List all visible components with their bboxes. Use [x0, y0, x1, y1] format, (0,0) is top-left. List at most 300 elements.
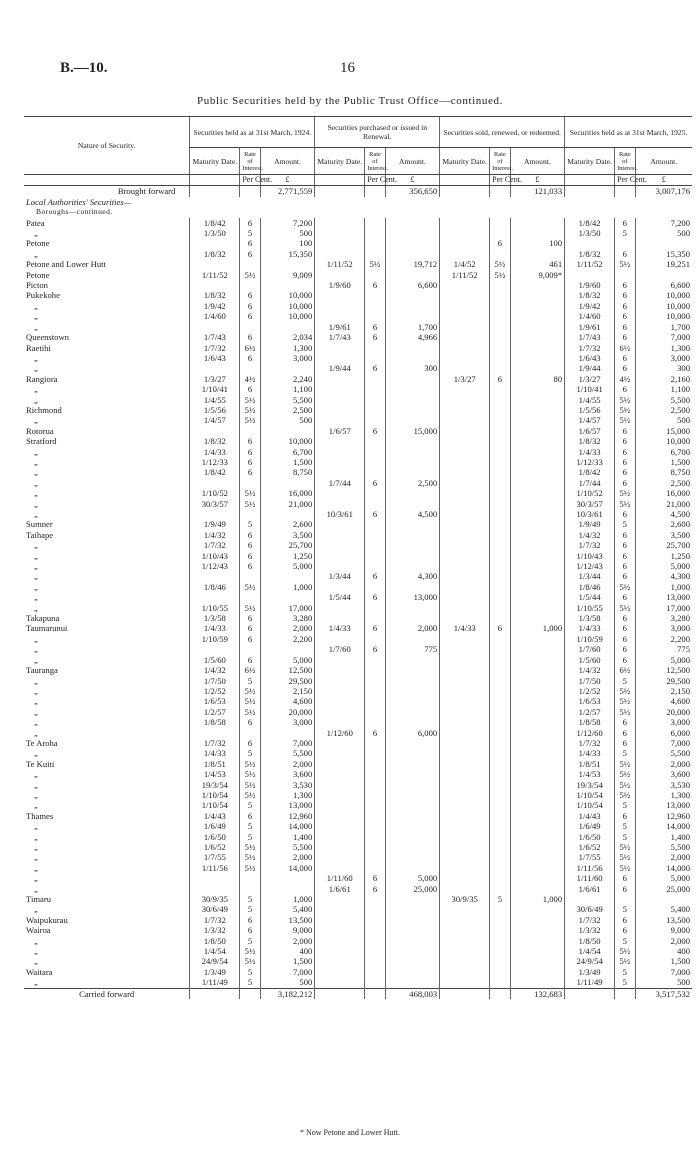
- purchased-amount-cell: [385, 707, 440, 717]
- nature-cell: Picton: [26, 280, 48, 291]
- held-1925-maturity-cell: 1/3/49: [565, 967, 615, 977]
- purchased-amount-cell: [385, 228, 440, 238]
- sold-maturity-cell: [440, 634, 490, 644]
- nature-cell: „: [34, 696, 38, 707]
- purchased-amount-cell: [385, 551, 440, 561]
- held-1925-rate-cell: 5: [615, 904, 635, 914]
- held-1924-amount-cell: 14,000: [260, 821, 315, 831]
- held-1925-amount-cell: 10,000: [635, 301, 692, 311]
- sold-maturity-cell: [440, 655, 490, 665]
- table-row: [24, 665, 692, 675]
- sold-rate-cell: [490, 509, 510, 519]
- purchased-amount-cell: [385, 374, 440, 384]
- purchased-rate-cell: [365, 894, 385, 904]
- held-1924-rate-cell: 6: [240, 249, 260, 259]
- purchased-rate-cell: 6: [365, 728, 385, 738]
- table-row: [24, 447, 692, 457]
- purchased-amount-cell: [385, 311, 440, 321]
- held-1924-maturity-cell: 1/2/57: [190, 707, 240, 717]
- nature-cell: Taihape: [26, 529, 54, 540]
- table-row: [24, 655, 692, 665]
- purchased-rate-cell: 6: [365, 592, 385, 602]
- held-1925-rate-cell: 6½: [615, 665, 635, 675]
- sold-amount-cell: [510, 592, 565, 602]
- table-row: [24, 311, 692, 321]
- purchased-rate-cell: [365, 603, 385, 613]
- purchased-rate-cell: [365, 613, 385, 623]
- held-1925-maturity-cell: 1/4/33: [565, 447, 615, 457]
- held-1924-rate-cell: 5: [240, 967, 260, 977]
- purchased-rate-cell: 6: [365, 322, 385, 332]
- purchased-amount-cell: 19,712: [385, 259, 440, 269]
- held-1925-amount-cell: 5,500: [635, 842, 692, 852]
- held-1924-maturity-cell: [190, 478, 240, 488]
- sold-maturity-cell: [440, 343, 490, 353]
- held-1925-rate-cell: 6: [615, 530, 635, 540]
- purchased-maturity-cell: [315, 956, 365, 966]
- held-1924-maturity-cell: [190, 363, 240, 373]
- held-1924-amount-cell: 1,300: [260, 343, 315, 353]
- held-1925-maturity-cell: 1/10/54: [565, 790, 615, 800]
- held-1924-amount-cell: 10,000: [260, 301, 315, 311]
- purchased-maturity-cell: [315, 707, 365, 717]
- sold-amount-cell: [510, 561, 565, 571]
- nature-cell: „: [34, 717, 38, 728]
- purchased-amount-cell: [385, 738, 440, 748]
- held-1925-rate-cell: 4½: [615, 374, 635, 384]
- purchased-rate-cell: [365, 821, 385, 831]
- sold-amount-cell: [510, 571, 565, 581]
- held-1925-maturity-cell: 1/7/60: [565, 644, 615, 654]
- sold-amount-cell: [510, 936, 565, 946]
- held-1925-rate-cell: 6: [615, 353, 635, 363]
- sold-rate-cell: [490, 415, 510, 425]
- sold-maturity-cell: [440, 603, 490, 613]
- sold-maturity-cell: [440, 218, 490, 228]
- held-1924-amount-cell: 5,500: [260, 748, 315, 758]
- held-1924-amount-cell: [260, 478, 315, 488]
- held-1925-rate-cell: 5½: [615, 395, 635, 405]
- table-row: [24, 270, 692, 280]
- sold-maturity-cell: [440, 842, 490, 852]
- held-1924-rate-cell: 6½: [240, 343, 260, 353]
- held-1924-amount-cell: 2,000: [260, 759, 315, 769]
- held-1925-maturity-cell: 1/12/43: [565, 561, 615, 571]
- held-1924-rate-cell: 5: [240, 936, 260, 946]
- purchased-amount-cell: [385, 384, 440, 394]
- held-1925-amount-cell: 1,500: [635, 956, 692, 966]
- purchased-rate-cell: [365, 384, 385, 394]
- sold-maturity-cell: [440, 884, 490, 894]
- brought-forward-row: [24, 186, 692, 197]
- held-1924-rate-cell: 5½: [240, 863, 260, 873]
- nature-cell: „: [34, 540, 38, 551]
- purchased-amount-cell: [385, 540, 440, 550]
- purchased-rate-cell: [365, 946, 385, 956]
- purchased-maturity-cell: [315, 915, 365, 925]
- purchased-amount-cell: [385, 499, 440, 509]
- sold-amount-cell: [510, 956, 565, 966]
- held-1925-rate-cell: 6: [615, 457, 635, 467]
- held-1925-rate-cell: 6½: [615, 343, 635, 353]
- nature-cell: „: [34, 842, 38, 852]
- purchased-maturity-cell: [315, 790, 365, 800]
- held-1925-maturity-cell: 24/9/54: [565, 956, 615, 966]
- sold-rate-cell: [490, 332, 510, 342]
- table-row: [24, 613, 692, 623]
- held-1925-maturity-cell: 1/7/32: [565, 343, 615, 353]
- purchased-maturity-cell: [315, 904, 365, 914]
- table-row: [24, 530, 692, 540]
- purchased-maturity-cell: [315, 436, 365, 446]
- nature-cell: Richmond: [26, 404, 62, 415]
- sold-maturity-cell: [440, 436, 490, 446]
- held-1925-amount-cell: 12,500: [635, 665, 692, 675]
- held-1924-amount-cell: 12,960: [260, 811, 315, 821]
- held-1925-rate-cell: 6: [615, 644, 635, 654]
- held-1925-maturity-cell: 1/9/42: [565, 301, 615, 311]
- held-1924-amount-cell: 5,000: [260, 655, 315, 665]
- purchased-rate-cell: 6: [365, 426, 385, 436]
- held-1924-amount-cell: 3,530: [260, 780, 315, 790]
- held-1925-amount-cell: 2,160: [635, 374, 692, 384]
- held-1925-maturity-cell: 1/7/32: [565, 738, 615, 748]
- table-row: [24, 676, 692, 686]
- purchased-rate-cell: [365, 707, 385, 717]
- sold-amount-cell: [510, 613, 565, 623]
- sold-amount-cell: [510, 863, 565, 873]
- purchased-amount-cell: [385, 717, 440, 727]
- purchased-maturity-cell: [315, 977, 365, 988]
- purchased-maturity-cell: [315, 301, 365, 311]
- held-1924-maturity-cell: [190, 728, 240, 738]
- held-1924-amount-cell: [260, 873, 315, 883]
- purchased-maturity-cell: [315, 946, 365, 956]
- purchased-amount-cell: [385, 249, 440, 259]
- held-1925-rate-cell: 6: [615, 561, 635, 571]
- sold-maturity-cell: [440, 696, 490, 706]
- purchased-maturity-cell: [315, 852, 365, 862]
- held-1924-rate-cell: 5½: [240, 603, 260, 613]
- sold-rate-cell: [490, 759, 510, 769]
- held-1925-rate-cell: 5: [615, 977, 635, 988]
- held-1925-maturity-cell: 1/7/32: [565, 915, 615, 925]
- held-1924-maturity-cell: [190, 426, 240, 436]
- held-1924-amount-cell: 500: [260, 228, 315, 238]
- held-1925-amount-cell: 2,500: [635, 405, 692, 415]
- held-1924-maturity-cell: 1/7/32: [190, 915, 240, 925]
- sold-rate-cell: [490, 665, 510, 675]
- held-1925-rate-cell: 5: [615, 748, 635, 758]
- held-1925-amount-cell: 1,300: [635, 790, 692, 800]
- sold-rate-cell: [490, 436, 510, 446]
- held-1925-amount-cell: 3,280: [635, 613, 692, 623]
- purchased-maturity-cell: 1/6/61: [315, 884, 365, 894]
- table-row: [24, 977, 692, 988]
- purchased-amount-cell: [385, 270, 440, 280]
- sold-amount-cell: 1,000: [510, 623, 565, 633]
- nature-cell: Petone: [26, 238, 50, 249]
- sold-rate-cell: [490, 290, 510, 300]
- held-1924-maturity-cell: 1/8/50: [190, 936, 240, 946]
- purchased-maturity-cell: [315, 499, 365, 509]
- held-1924-rate-cell: 6: [240, 717, 260, 727]
- held-1924-rate-cell: 5: [240, 748, 260, 758]
- held-1925-rate-cell: 5: [615, 821, 635, 831]
- maturity-header: Maturity Date.: [440, 148, 490, 175]
- sold-maturity-cell: [440, 280, 490, 290]
- held-1924-amount-cell: 100: [260, 238, 315, 248]
- nature-cell: Timaru: [26, 894, 51, 905]
- sold-rate-cell: [490, 249, 510, 259]
- held-1925-rate-cell: 5½: [615, 603, 635, 613]
- held-1925-amount-cell: [635, 270, 692, 280]
- held-1924-maturity-cell: 1/11/52: [190, 270, 240, 280]
- held-1925-amount-cell: 5,400: [635, 904, 692, 914]
- sold-amount-cell: [510, 332, 565, 342]
- held-1924-rate-cell: [240, 478, 260, 488]
- held-1924-amount-cell: 400: [260, 946, 315, 956]
- purchased-rate-cell: [365, 904, 385, 914]
- purchased-maturity-cell: [315, 343, 365, 353]
- nature-cell: Rangiora: [26, 373, 58, 384]
- nature-cell: „: [34, 592, 38, 603]
- held-1924-maturity-cell: 1/12/33: [190, 457, 240, 467]
- held-1925-rate-cell: 5½: [615, 405, 635, 415]
- held-1924-amount-cell: 3,000: [260, 717, 315, 727]
- purchased-rate-cell: [365, 530, 385, 540]
- sold-rate-cell: [490, 936, 510, 946]
- held-1925-amount-cell: 1,250: [635, 551, 692, 561]
- held-1924-maturity-cell: 1/4/32: [190, 665, 240, 675]
- table-row: [24, 259, 692, 269]
- held-1925-rate-cell: 6: [615, 592, 635, 602]
- table-row: [24, 623, 692, 633]
- held-1925-amount-cell: 2,000: [635, 759, 692, 769]
- purchased-rate-cell: [365, 488, 385, 498]
- held-1924-maturity-cell: 1/4/32: [190, 530, 240, 540]
- purchased-maturity-cell: 10/3/61: [315, 509, 365, 519]
- purchased-rate-cell: [365, 436, 385, 446]
- rate-header: Rate of Interest.: [615, 148, 635, 175]
- sold-amount-cell: [510, 832, 565, 842]
- sold-maturity-cell: [440, 509, 490, 519]
- purchased-rate-cell: [365, 415, 385, 425]
- nature-cell: „: [34, 789, 38, 800]
- purchased-amount-cell: [385, 946, 440, 956]
- purchased-maturity-cell: [315, 863, 365, 873]
- held-1925-amount-cell: 3,600: [635, 769, 692, 779]
- held-1924-amount-cell: 9,000: [260, 925, 315, 935]
- held-1925-maturity-cell: 1/8/42: [565, 467, 615, 477]
- sold-rate-cell: [490, 842, 510, 852]
- held-1925-rate-cell: 6: [615, 884, 635, 894]
- held-1925-maturity-cell: 1/10/59: [565, 634, 615, 644]
- sold-maturity-cell: [440, 228, 490, 238]
- held-1924-rate-cell: [240, 322, 260, 332]
- sold-maturity-cell: [440, 613, 490, 623]
- held-1925-amount-cell: 19,251: [635, 259, 692, 269]
- nature-cell: „: [34, 633, 38, 644]
- held-1924-amount-cell: 5,500: [260, 842, 315, 852]
- table-row: [24, 280, 692, 290]
- held-1924-amount-cell: [260, 592, 315, 602]
- sold-rate-cell: 5½: [490, 259, 510, 269]
- held-1925-maturity-cell: 1/11/60: [565, 873, 615, 883]
- held-1924-amount-cell: [260, 728, 315, 738]
- amount-header: Amount.: [635, 148, 692, 175]
- held-1925-rate-cell: 5: [615, 519, 635, 529]
- held-1925-maturity-cell: 1/11/56: [565, 863, 615, 873]
- purchased-amount-cell: [385, 467, 440, 477]
- held-1924-amount-cell: [260, 259, 315, 269]
- nature-cell: „: [34, 727, 38, 738]
- held-1924-amount-cell: 3,000: [260, 353, 315, 363]
- held-1925-rate-cell: 6: [615, 634, 635, 644]
- sold-amount-cell: [510, 395, 565, 405]
- held-1925-amount-cell: 4,300: [635, 571, 692, 581]
- purchased-amount-cell: [385, 634, 440, 644]
- sold-rate-cell: [490, 384, 510, 394]
- held-1925-rate-cell: 6: [615, 280, 635, 290]
- held-1924-rate-cell: 6: [240, 436, 260, 446]
- sold-maturity-cell: [440, 384, 490, 394]
- sold-maturity-cell: 1/3/27: [440, 374, 490, 384]
- sold-rate-cell: [490, 925, 510, 935]
- sold-amount-cell: [510, 353, 565, 363]
- purchased-rate-cell: 6: [365, 363, 385, 373]
- purchased-maturity-cell: [315, 384, 365, 394]
- held-1924-rate-cell: 5½: [240, 488, 260, 498]
- table-row: [24, 467, 692, 477]
- nature-cell: „: [34, 363, 38, 374]
- held-1924-amount-cell: 500: [260, 415, 315, 425]
- purchased-amount-cell: [385, 925, 440, 935]
- carried-forward-held-1925: 3,517,532: [635, 988, 692, 999]
- sold-rate-cell: 5½: [490, 270, 510, 280]
- purchased-rate-cell: [365, 759, 385, 769]
- sold-amount-cell: [510, 551, 565, 561]
- held-1925-maturity-cell: 1/5/44: [565, 592, 615, 602]
- held-1925-maturity-cell: 1/6/49: [565, 821, 615, 831]
- purchased-amount-cell: [385, 967, 440, 977]
- table-row: [24, 717, 692, 727]
- held-1925-amount-cell: 15,000: [635, 426, 692, 436]
- carried-forward-purchased: 468,003: [385, 988, 440, 999]
- nature-cell: „: [34, 477, 38, 488]
- carried-forward-row: [24, 988, 692, 999]
- held-1924-rate-cell: 5: [240, 894, 260, 904]
- held-1925-rate-cell: 6: [615, 738, 635, 748]
- held-1924-rate-cell: 5: [240, 228, 260, 238]
- held-1924-maturity-cell: 1/10/54: [190, 790, 240, 800]
- held-1924-maturity-cell: [190, 238, 240, 248]
- purchased-amount-cell: [385, 769, 440, 779]
- table-row: [24, 426, 692, 436]
- sold-rate-cell: [490, 655, 510, 665]
- rate-header: Rate of Interest.: [490, 148, 510, 175]
- held-1925-amount-cell: 7,200: [635, 218, 692, 228]
- nature-cell: „: [34, 644, 38, 655]
- held-1924-rate-cell: 5½: [240, 707, 260, 717]
- purchased-rate-cell: [365, 499, 385, 509]
- purchased-rate-cell: 6: [365, 623, 385, 633]
- per-cent-unit: Per Cent.: [615, 175, 635, 186]
- purchased-maturity-cell: [315, 415, 365, 425]
- nature-cell: „: [34, 498, 38, 509]
- nature-cell: Stratford: [26, 436, 57, 447]
- sold-rate-cell: [490, 218, 510, 228]
- nature-cell: „: [34, 956, 38, 967]
- sold-amount-cell: [510, 519, 565, 529]
- held-1924-amount-cell: 1,300: [260, 790, 315, 800]
- held-1924-maturity-cell: 1/3/49: [190, 967, 240, 977]
- nature-cell: Te Aroha: [26, 737, 58, 748]
- securities-table: [24, 116, 692, 999]
- purchased-amount-cell: 6,600: [385, 280, 440, 290]
- held-1925-amount-cell: 1,400: [635, 832, 692, 842]
- held-1925-amount-cell: 1,100: [635, 384, 692, 394]
- purchased-maturity-cell: 1/9/61: [315, 322, 365, 332]
- per-cent-unit: Per Cent.: [490, 175, 510, 186]
- sold-maturity-cell: [440, 956, 490, 966]
- held-1924-rate-cell: 5½: [240, 842, 260, 852]
- sold-maturity-cell: [440, 353, 490, 363]
- purchased-rate-cell: 6: [365, 884, 385, 894]
- held-1925-rate-cell: 6: [615, 873, 635, 883]
- page-title: Public Securities held by the Public Trust Office—continued.: [197, 95, 503, 107]
- nature-cell: Wairoa: [26, 925, 51, 936]
- sold-amount-cell: [510, 748, 565, 758]
- held-1924-rate-cell: 5: [240, 676, 260, 686]
- held-1925-maturity-cell: 1/10/55: [565, 603, 615, 613]
- held-1925-amount-cell: 14,000: [635, 863, 692, 873]
- sold-maturity-cell: [440, 769, 490, 779]
- sold-maturity-cell: [440, 728, 490, 738]
- held-1924-rate-cell: 6: [240, 301, 260, 311]
- purchased-maturity-cell: 1/7/43: [315, 332, 365, 342]
- maturity-header: Maturity Date.: [315, 148, 365, 175]
- sold-amount-cell: [510, 728, 565, 738]
- purchased-maturity-cell: [315, 488, 365, 498]
- held-1924-rate-cell: [240, 571, 260, 581]
- table-row: [24, 363, 692, 373]
- held-1924-amount-cell: 20,000: [260, 707, 315, 717]
- purchased-rate-cell: 6: [365, 571, 385, 581]
- held-1925-rate-cell: 6: [615, 363, 635, 373]
- held-1925-amount-cell: 7,000: [635, 967, 692, 977]
- held-1925-rate-cell: 6: [615, 311, 635, 321]
- nature-cell: Taumarunui: [26, 623, 68, 634]
- sold-amount-cell: [510, 686, 565, 696]
- purchased-amount-cell: [385, 603, 440, 613]
- table-row: [24, 478, 692, 488]
- table-row: [24, 738, 692, 748]
- sold-maturity-cell: [440, 977, 490, 988]
- held-1924-amount-cell: 2,034: [260, 332, 315, 342]
- held-1924-rate-cell: 5½: [240, 582, 260, 592]
- sold-amount-cell: [510, 436, 565, 446]
- sold-rate-cell: [490, 748, 510, 758]
- table-row: [24, 821, 692, 831]
- sold-rate-cell: [490, 571, 510, 581]
- sold-amount-cell: [510, 915, 565, 925]
- table-row: [24, 873, 692, 883]
- table-row: [24, 374, 692, 384]
- sold-maturity-cell: [440, 717, 490, 727]
- held-1924-maturity-cell: 1/6/50: [190, 832, 240, 842]
- nature-cell: „: [34, 228, 38, 239]
